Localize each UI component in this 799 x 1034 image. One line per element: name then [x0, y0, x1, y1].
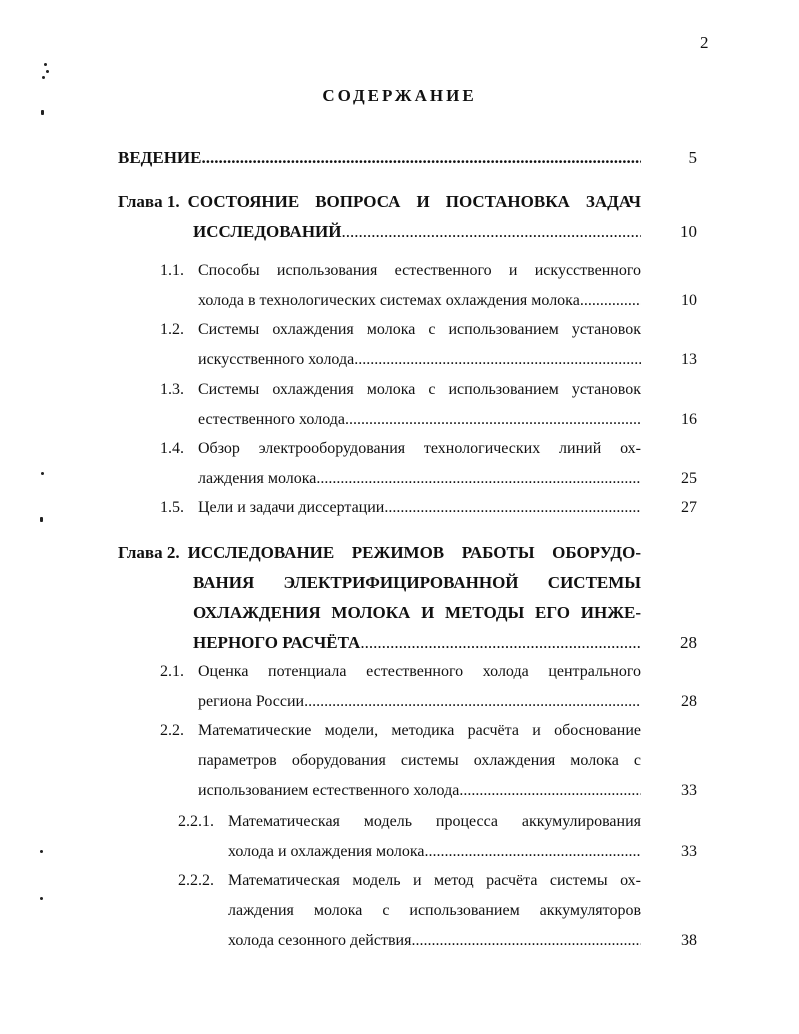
scan-speck	[44, 63, 47, 66]
toc-entry-text: лаждения молока	[198, 470, 317, 487]
toc-entry-text: ВАНИЯ ЭЛЕКТРИФИЦИРОВАННОЙ СИСТЕМЫ	[193, 573, 641, 592]
toc-entry-text: региона России	[198, 693, 305, 710]
toc-entry-text: естественного холода	[198, 411, 345, 428]
dot-leader	[580, 286, 641, 316]
dot-leader	[360, 628, 641, 658]
dot-leader	[425, 837, 641, 867]
section-number: 2.2.	[160, 722, 184, 739]
toc-page-number: 10	[680, 222, 697, 241]
page-title: СОДЕРЖАНИЕ	[322, 86, 477, 105]
section-number: 1.2.	[160, 321, 184, 338]
toc-entry-intro[interactable]	[118, 143, 697, 173]
dot-leader	[411, 926, 641, 956]
section-number: 1.5.	[160, 499, 184, 516]
section-number: 1.3.	[160, 381, 184, 398]
scan-speck	[40, 850, 43, 853]
toc-entry-text: Математическая модель и метод расчёта системы ох-	[228, 872, 641, 889]
toc-entry-text: Математические модели, методика расчёта и обоснование	[198, 722, 641, 739]
toc-entry-1-1[interactable]	[160, 256, 697, 316]
dot-leader	[304, 687, 641, 717]
toc-entry-2-1[interactable]	[160, 657, 697, 717]
scan-speck	[41, 472, 44, 475]
toc-page-number: 33	[681, 782, 697, 799]
toc-entry-text: холода и охлаждения молока	[228, 843, 425, 860]
toc-entry-text: Оценка потенциала естественного холода центрального	[198, 663, 641, 680]
toc-entry-text: Обзор электрооборудования технологических линий ох-	[198, 440, 641, 457]
dot-leader	[202, 143, 642, 173]
chapter-number: Глава 1.	[118, 192, 180, 211]
scan-speck	[46, 70, 49, 73]
toc-page-number: 38	[681, 932, 697, 949]
dot-leader	[342, 217, 642, 247]
toc-entry-text: холода в технологических системах охлаждения молока	[198, 292, 580, 309]
toc-entry-1-5[interactable]	[160, 493, 697, 523]
toc-entry-text: Способы использования естественного и искусственного	[198, 262, 641, 279]
toc-page-number: 27	[681, 499, 697, 516]
section-number: 1.1.	[160, 262, 184, 279]
section-number: 2.2.2.	[178, 872, 214, 889]
page-number: 2	[700, 33, 709, 52]
scan-speck	[42, 76, 45, 79]
toc-entry-1-2[interactable]	[160, 315, 697, 375]
dot-leader	[384, 493, 641, 523]
toc-page-number: 16	[681, 411, 697, 428]
toc-entry-text: искусственного холода	[198, 351, 355, 368]
toc-entry-text: холода сезонного действия	[228, 932, 412, 949]
toc-entry-2-2-1[interactable]	[178, 807, 697, 867]
toc-page-number: 13	[681, 351, 697, 368]
toc-entry-text: ИССЛЕДОВАНИЕ РЕЖИМОВ РАБОТЫ ОБОРУДО-	[187, 543, 641, 562]
toc-entry-chapter-1[interactable]	[118, 187, 697, 247]
dot-leader	[316, 464, 641, 494]
toc-page-number: 10	[681, 292, 697, 309]
section-number: 2.2.1.	[178, 813, 214, 830]
toc-page-number: 33	[681, 843, 697, 860]
section-number: 1.4.	[160, 440, 184, 457]
toc-page-number: 25	[681, 470, 697, 487]
toc-entry-text: ВЕДЕНИЕ	[118, 148, 202, 167]
toc-entry-text: Системы охлаждения молока с использованием установок	[198, 321, 641, 338]
dot-leader	[345, 405, 641, 435]
scan-speck	[41, 110, 44, 115]
scan-speck	[40, 517, 43, 522]
dot-leader	[354, 345, 641, 375]
toc-page-number: 28	[681, 693, 697, 710]
toc-entry-text: НЕРНОГО РАСЧЁТА	[193, 633, 361, 652]
toc-entry-text: параметров оборудования системы охлаждения молока с	[198, 752, 641, 769]
toc-entry-text: ИССЛЕДОВАНИЙ	[193, 222, 342, 241]
toc-entry-text: Математическая модель процесса аккумулирования	[228, 813, 641, 830]
toc-entry-text: СОСТОЯНИЕ ВОПРОСА И ПОСТАНОВКА ЗАДАЧ	[187, 192, 641, 211]
section-number: 2.1.	[160, 663, 184, 680]
scan-speck	[40, 897, 43, 900]
toc-entry-1-3[interactable]	[160, 375, 697, 435]
dot-leader	[459, 776, 641, 806]
chapter-number: Глава 2.	[118, 543, 180, 562]
toc-page-number: 5	[688, 148, 697, 167]
toc-entry-text: ОХЛАЖДЕНИЯ МОЛОКА И МЕТОДЫ ЕГО ИНЖЕ-	[193, 603, 641, 622]
toc-entry-text: лаждения молока с использованием аккумуляторов	[228, 902, 641, 919]
toc-entry-2-2-2[interactable]	[178, 866, 697, 956]
toc-entry-text: Цели и задачи диссертации	[198, 499, 385, 516]
toc-entry-chapter-2[interactable]	[118, 538, 697, 658]
toc-entry-text: использованием естественного холода	[198, 782, 460, 799]
toc-entry-2-2[interactable]	[160, 716, 697, 806]
toc-entry-1-4[interactable]	[160, 434, 697, 494]
toc-entry-text: Системы охлаждения молока с использованием установок	[198, 381, 641, 398]
toc-page-number: 28	[680, 633, 697, 652]
